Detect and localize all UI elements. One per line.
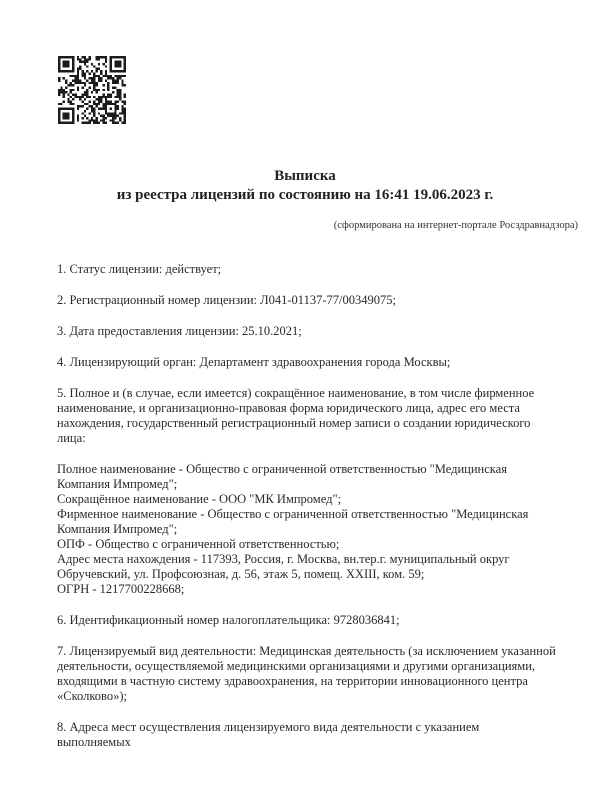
paragraph-activity-type: 7. Лицензируемый вид деятельности: Медицинская деятельность (за исключением указанной деятельности, осуществляемой медицинскими организациями и другими организациями, входящими в частную систему здравоохранения, на территории инновационного центра «Сколково»); [57,644,556,703]
detail-short-name: Сокращённое наименование - ООО "МК Импромед"; [57,492,342,506]
paragraph-activity-addresses: 8. Адреса мест осуществления лицензируемого вида деятельности с указанием выполняемых [57,720,480,749]
detail-full-name: Полное наименование - Общество с ограниченной ответственностью "Медицинская Компания Импромед"; [57,462,507,491]
detail-legal-form: ОПФ - Общество с ограниченной ответственностью; [57,537,340,551]
company-details [57,462,556,597]
detail-address: Адрес места нахождения - 117393, Россия, г. Москва, вн.тер.г. муниципальный округ Обручевский, ул. Профсоюзная, д. 56, этаж 5, помещ. XXIII, ком. 59; [57,552,510,581]
document-body [57,262,556,766]
paragraph-licensing-authority: 4. Лицензирующий орган: Департамент здравоохранения города Москвы; [57,355,451,369]
formation-note: (сформирована на интернет-портале Росздравнадзора) [333,220,578,231]
document-title [0,167,610,205]
paragraph-name-intro: 5. Полное и (в случае, если имеется) сокращённое наименование, в том числе фирменное наименование, и организационно-правовая форма юридического лица, адрес его места нахождения, государственный регистрационный номер записи о создании юридического лица: [57,386,535,445]
paragraph-inn: 6. Идентификационный номер налогоплательщика: 9728036841; [57,613,400,627]
qr-code-icon [58,56,126,124]
paragraph-grant-date: 3. Дата предоставления лицензии: 25.10.2021; [57,324,302,338]
detail-brand-name: Фирменное наименование - Общество с ограниченной ответственностью "Медицинская Компания Импромед"; [57,507,529,536]
paragraph-license-status: 1. Статус лицензии: действует; [57,262,222,276]
detail-ogrn: ОГРН - 1217700228668; [57,582,185,596]
title-line-1: Выписка [274,168,336,184]
paragraph-registration-number: 2. Регистрационный номер лицензии: Л041-01137-77/00349075; [57,293,396,307]
title-line-2: из реестра лицензий по состоянию на 16:41 19.06.2023 г. [116,187,494,203]
